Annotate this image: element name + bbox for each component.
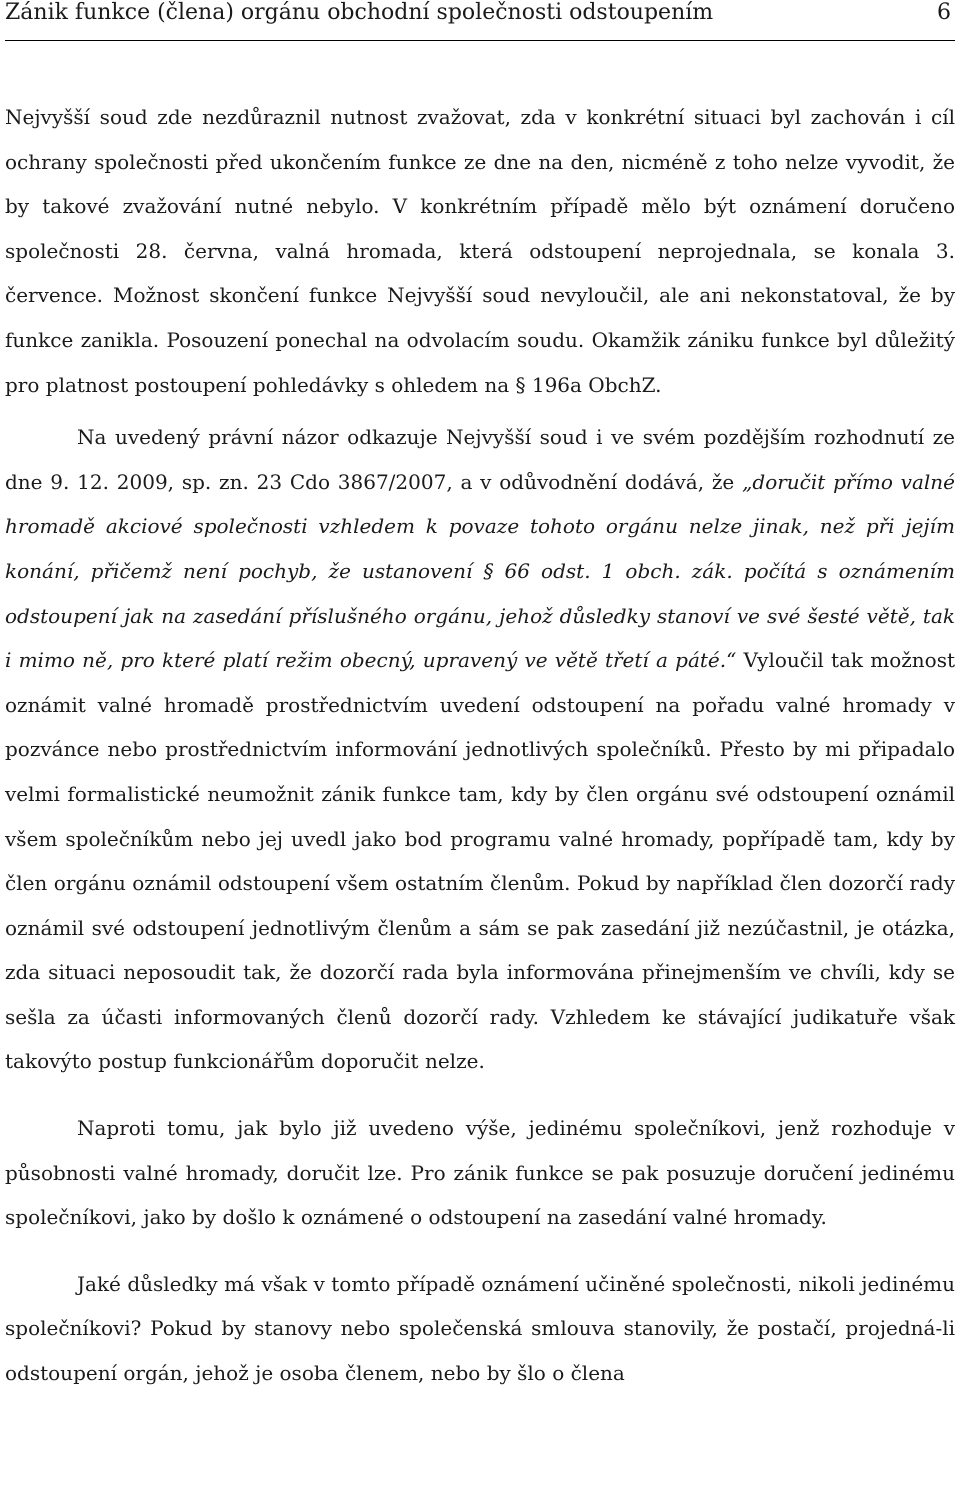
paragraph-3: Naproti tomu, jak bylo již uvedeno výše, jedinému společníkovi, jenž rozhoduje v působnosti valné hromady, doručit lze. Pro zánik funkce se pak posuzuje doručení jedinému společníkovi, jako by došlo k oznámené o odstoupení na zasedání valné hromady. [5, 1116, 955, 1230]
document-body [5, 95, 955, 1396]
paragraph-1: Nejvyšší soud zde nezdůraznil nutnost zvažovat, zda v konkrétní situaci byl zachován i cíl ochrany společnosti před ukončením funkce ze dne na den, nicméně z toho nelze vyvodit, že by takové zvažování nutné nebylo. V konkrétním případě mělo být oznámení doručeno společnosti 28. června, valná hromada, která odstoupení neprojednala, se konala 3. července. Možnost skončení funkce Nejvyšší soud nevyloučil, ale ani nekonstatoval, že by funkce zanikla. Posouzení ponechal na odvolacím soudu. Okamžik zániku funkce byl důležitý pro platnost postoupení pohledávky s ohledem na § 196a ObchZ. [5, 105, 955, 397]
page-header [5, 0, 955, 41]
running-title: Zánik funkce (člena) orgánu obchodní společnosti odstoupením [5, 0, 714, 25]
paragraph-2-intro: Na uvedený právní názor odkazuje Nejvyšší soud i ve svém pozdějším rozhodnutí ze dne 9. 12. 2009, sp. zn. 23 Cdo 3867/2007, a v odůvodnění dodává, že [5, 425, 955, 494]
paragraph-4: Jaké důsledky má však v tomto případě oznámení učiněné společnosti, nikoli jedinému společníkovi? Pokud by stanovy nebo společenská smlouva stanovily, že postačí, projedná-li odstoupení orgán, jehož je osoba členem, nebo by šlo o člena [5, 1271, 955, 1386]
paragraph-2-rest: Vyloučil tak možnost oznámit valné hromadě prostřednictvím uvedení odstoupení na pořadu valné hromady v pozvánce nebo prostřednictvím informování jednotlivých společníků. Přesto by mi připadalo velmi formalistické neumožnit zánik funkce tam, kdy by člen orgánu své odstoupení oznámil všem společníkům nebo jej uvedl jako bod programu valné hromady, popřípadě tam, kdy by člen orgánu oznámil odstoupení všem ostatním členům. Pokud by například člen dozorčí rady oznámil své odstoupení jednotlivým členům a sám se pak zasedání již nezúčastnil, je otázka, zda situaci neposoudit tak, že dozorčí rada byla informována přinejmenším ve chvíli, kdy se sešla za účasti informovaných členů dozorčí rady. Vzhledem ke stávající judikatuře však takovýto postup funkcionářům doporučit nelze. [5, 648, 955, 1074]
court-quote: „doručit přímo valné hromadě akciové společnosti vzhledem k povaze tohoto orgánu nelze jinak, než při jejím konání, přičemž není pochyb, že ustanovení § 66 odst. 1 obch. zák. počítá s oznámením odstoupení jak na zasedání příslušného orgánu, jehož důsledky stanoví ve své šesté větě, tak i mimo ně, pro které platí režim obecný, upravený ve větě třetí a páté.“ [5, 469, 955, 673]
paragraph-2 [5, 415, 955, 1084]
page-number: 6 [937, 0, 951, 25]
